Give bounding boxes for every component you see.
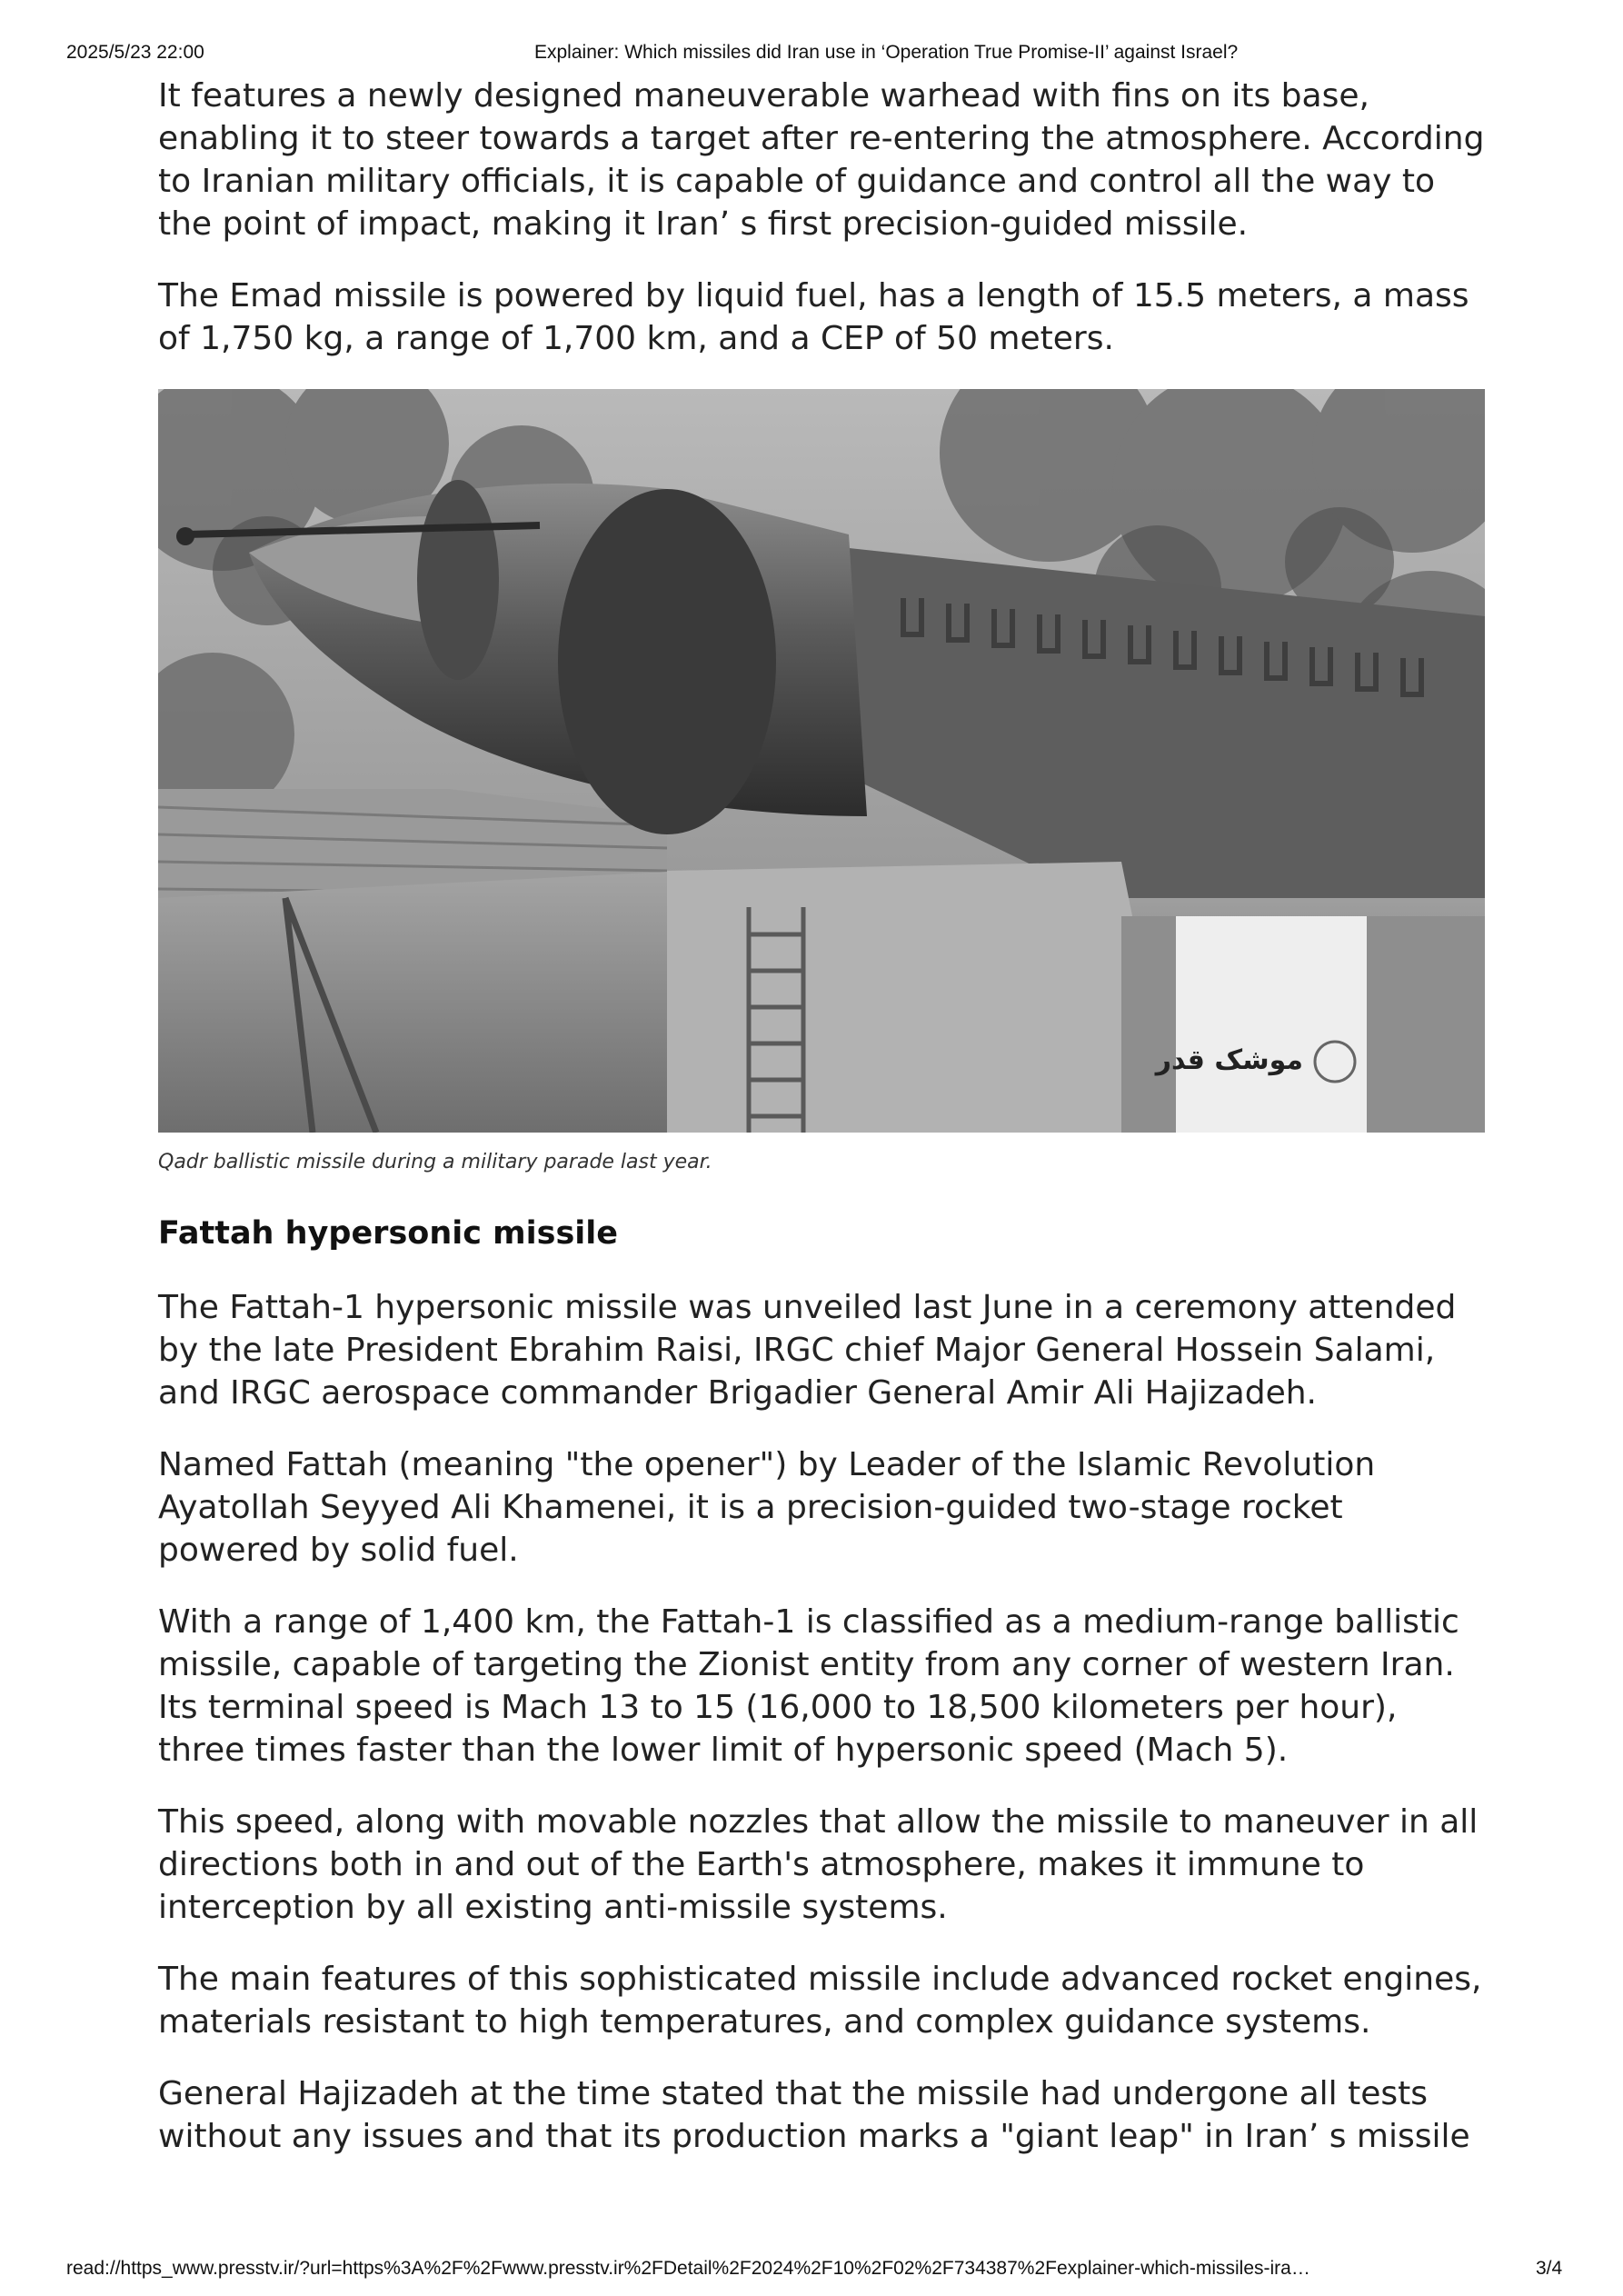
- article-paragraph: The Emad missile is powered by liquid fuel, has a length of 15.5 meters, a mass of 1,750 kg, a range of 1,700 km, and a CEP of 50 meters.: [158, 277, 1469, 357]
- page-number: 3/4: [1536, 2258, 1563, 2279]
- article-paragraph: Named Fattah (meaning "the opener") by Leader of the Islamic Revolution Ayatollah Seyyed Ali Khamenei, it is a precision-guided two-stage rocket powered by solid fuel.: [158, 1446, 1376, 1569]
- print-page-title: Explainer: Which missiles did Iran use in ‘Operation True Promise-II’ against Israel?: [534, 42, 1239, 63]
- source-url: read://https_www.presstv.ir/?url=https%3A%2F%2Fwww.presstv.ir%2FDetail%2F2024%2F10%2F02%2F734387%2Fexplainer-which-missiles-ira…: [66, 2258, 1310, 2279]
- article-paragraph: General Hajizadeh at the time stated that the missile had undergone all tests without any issues and that its production marks a "giant leap" in Iran’ s missile: [158, 2075, 1470, 2155]
- image-caption: Qadr ballistic missile during a military parade last year.: [158, 1151, 712, 1173]
- article-paragraph: The main features of this sophisticated missile include advanced rocket engines, materials resistant to high temperatures, and complex guidance systems.: [158, 1961, 1482, 2041]
- article-figure: [158, 389, 1494, 1173]
- section-heading: Fattah hypersonic missile: [158, 1215, 619, 1252]
- article-paragraph: This speed, along with movable nozzles that allow the missile to maneuver in all directions both in and out of the Earth's atmosphere, makes it immune to interception by all existing anti-missile systems.: [158, 1803, 1479, 1926]
- print-date: 2025/5/23 22:00: [66, 42, 204, 63]
- print-header: [0, 0, 1623, 63]
- missile-photo: [158, 389, 1485, 1133]
- article-body: [158, 75, 1494, 2187]
- article-paragraph: With a range of 1,400 km, the Fattah-1 is classified as a medium-range ballistic missile, capable of targeting the Zionist entity from any corner of western Iran. Its terminal speed is Mach 13 to 15 (16,000 to 18,500 kilometers per hour), three times faster than the lower limit of hypersonic speed (Mach 5).: [158, 1603, 1459, 1769]
- article-paragraph: It features a newly designed maneuverable warhead with fins on its base, enabling it to steer towards a target after re-entering the atmosphere. According to Iranian military officials, it is capable of guidance and control all the way to the point of impact, making it Iran’ s first precision-guided missile.: [158, 77, 1485, 243]
- sign-text: موشک قدر: [1155, 1044, 1303, 1076]
- article-paragraph: The Fattah-1 hypersonic missile was unveiled last June in a ceremony attended by the late President Ebrahim Raisi, IRGC chief Major General Hossein Salami, and IRGC aerospace commander Brigadier General Amir Ali Hajizadeh.: [158, 1289, 1457, 1412]
- print-footer: [0, 2245, 1623, 2281]
